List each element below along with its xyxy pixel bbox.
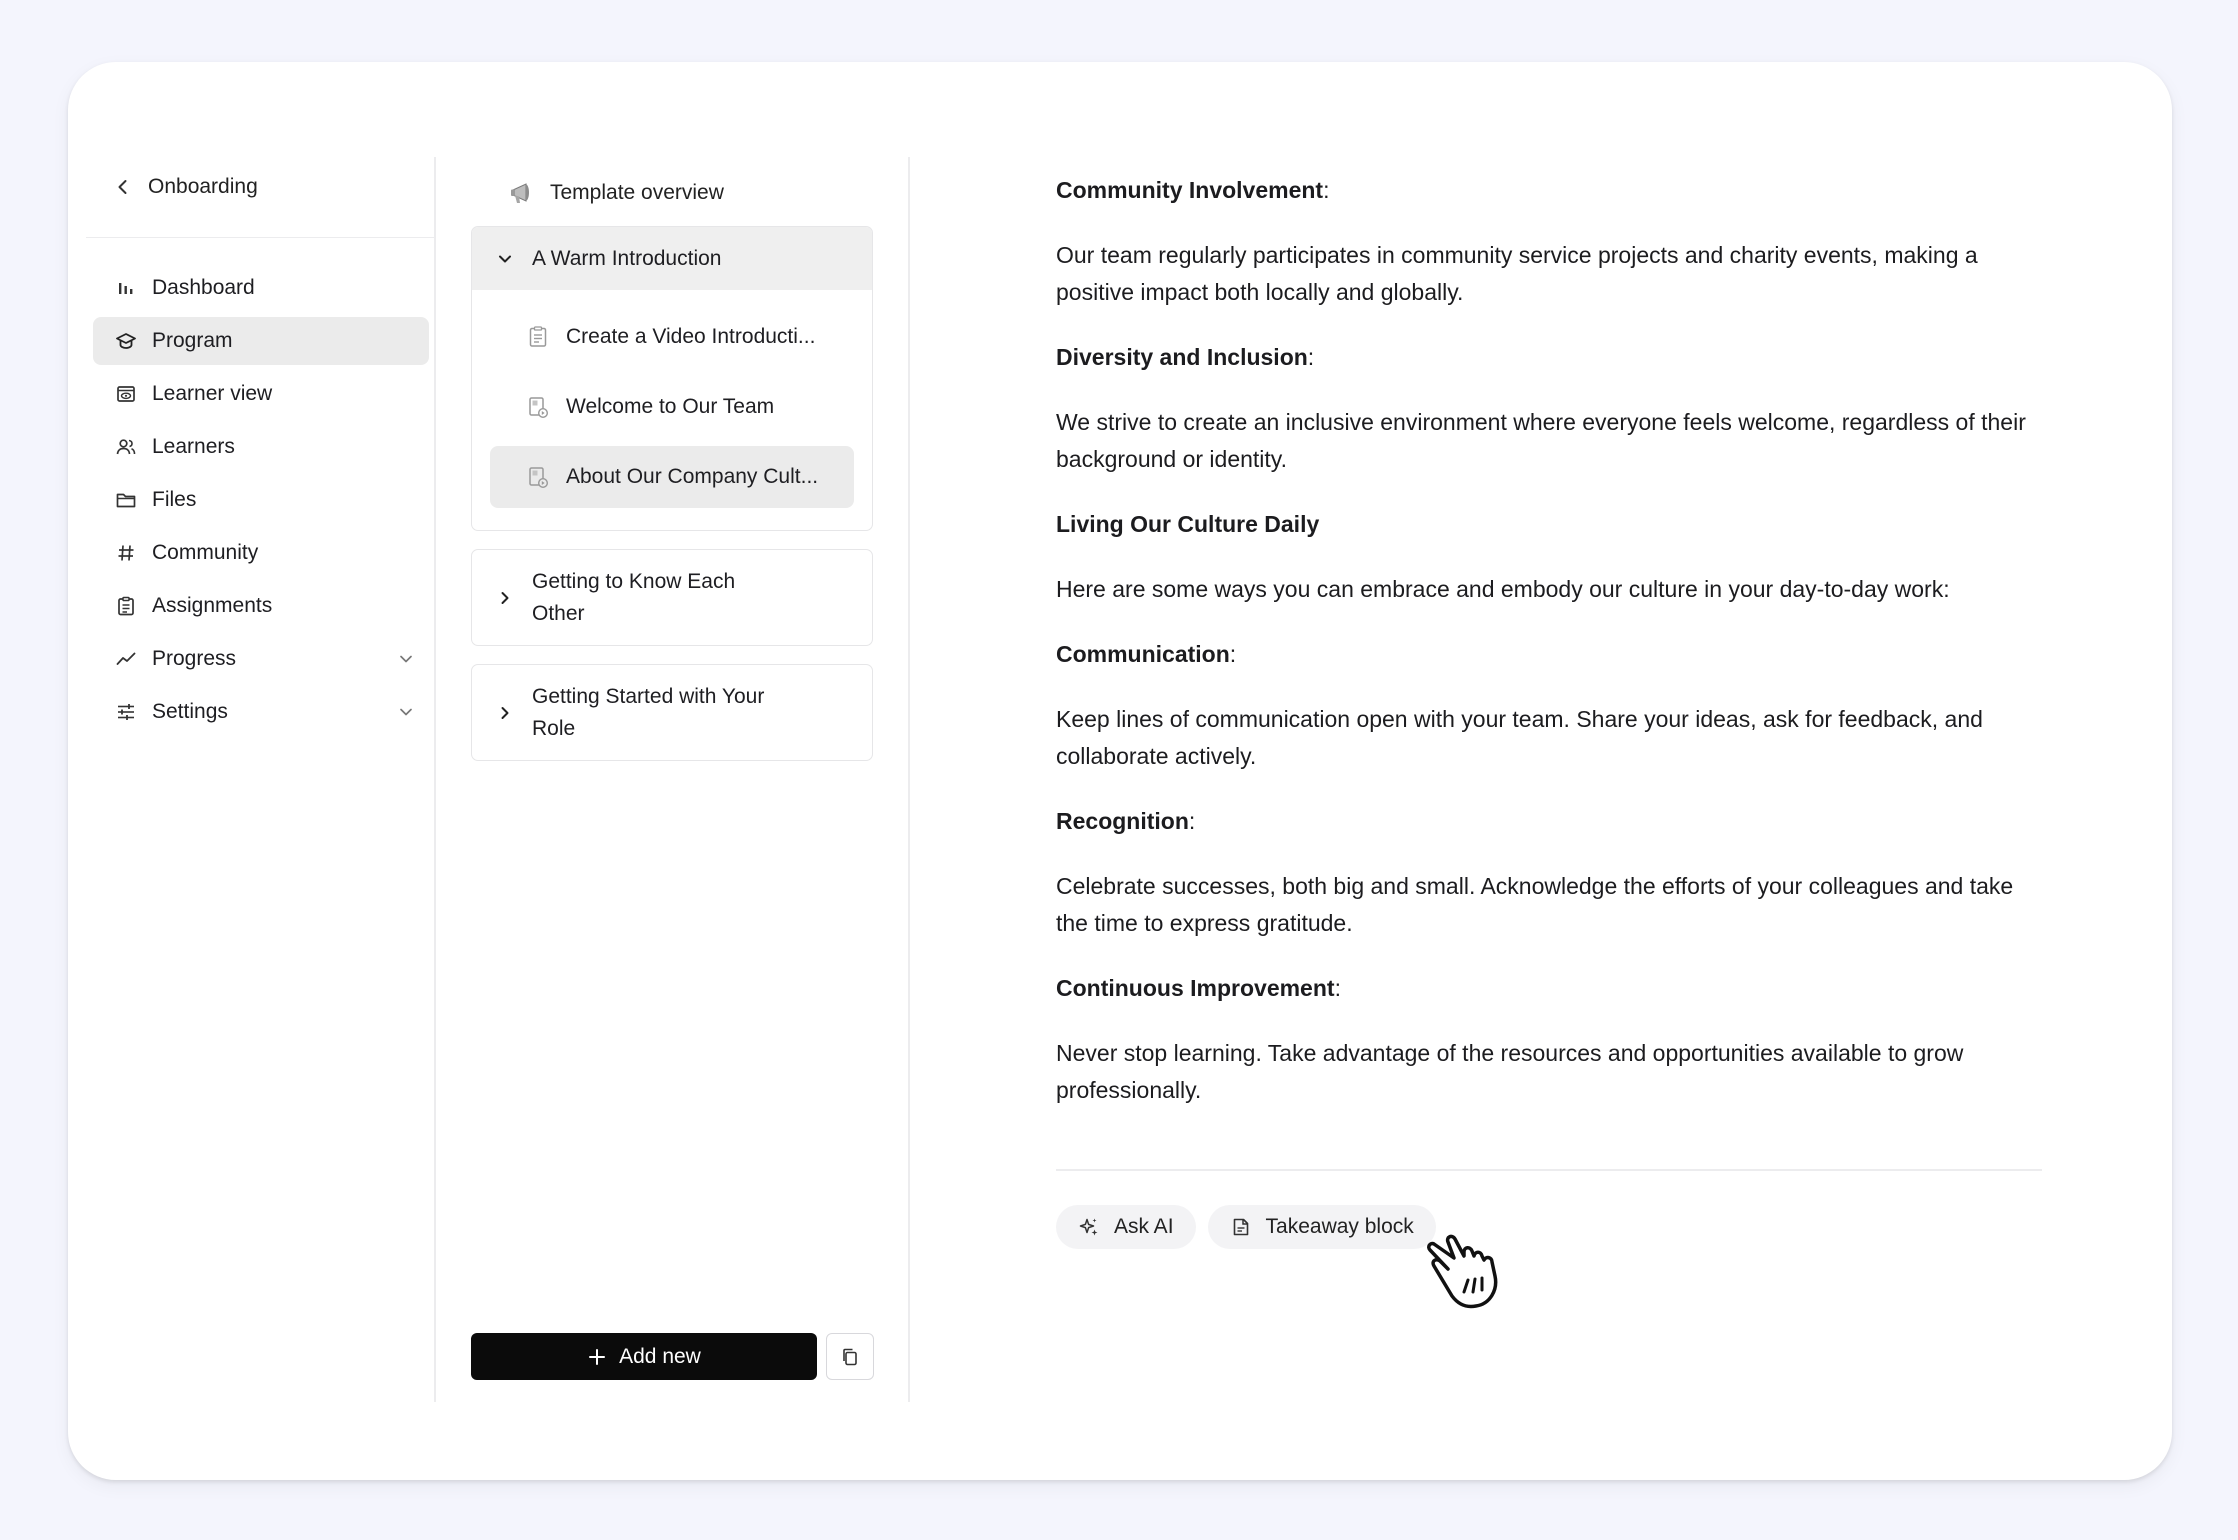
clipboard-list-icon xyxy=(526,325,550,349)
hash-icon xyxy=(115,542,137,564)
ask-ai-button[interactable] xyxy=(1056,1205,1196,1249)
trend-line-icon xyxy=(115,648,137,670)
heading-suffix: : xyxy=(1229,641,1237,667)
section-title-line: Getting to Know Each xyxy=(532,569,736,593)
graduation-cap-icon xyxy=(115,330,137,352)
plus-icon xyxy=(587,1347,607,1367)
duplicate-button[interactable] xyxy=(826,1333,874,1380)
program-outline xyxy=(471,157,941,779)
sidebar-item-progress[interactable] xyxy=(93,635,429,683)
section-header[interactable] xyxy=(472,550,872,645)
add-new-label: Add new xyxy=(619,1344,701,1368)
sidebar-item-learners[interactable] xyxy=(93,423,429,471)
heading-suffix: : xyxy=(1323,177,1330,203)
eye-window-icon xyxy=(115,383,137,405)
sidebar-item-learner-view[interactable] xyxy=(93,370,429,418)
sidebar-item-label: Learners xyxy=(152,435,235,458)
sliders-icon xyxy=(115,701,137,723)
note-icon xyxy=(1230,1216,1252,1238)
back-to-onboarding-link[interactable] xyxy=(86,157,436,217)
lesson-title: About Our Company Cult... xyxy=(566,465,819,488)
section-title-line: Getting Started with Your xyxy=(532,684,765,708)
chevron-down-icon xyxy=(496,250,514,268)
template-overview-label: Template overview xyxy=(550,181,724,204)
chevron-left-icon xyxy=(114,178,132,196)
folder-icon xyxy=(115,489,137,511)
section-title: A Warm Introduction xyxy=(532,246,722,270)
chevron-right-icon xyxy=(496,704,514,722)
takeaway-block-label: Takeaway block xyxy=(1265,1215,1414,1238)
lesson-item[interactable] xyxy=(490,376,854,438)
lesson-item[interactable] xyxy=(490,306,854,368)
content-heading xyxy=(1056,172,2046,209)
sidebar-item-label: Progress xyxy=(152,647,237,670)
content-paragraph: Here are some ways you can embrace and embody our culture in your day-to-day work: xyxy=(1056,576,1950,602)
sidebar-item-label: Community xyxy=(152,541,259,564)
sidebar-divider-vertical xyxy=(434,157,436,1402)
chevron-right-icon xyxy=(496,589,514,607)
back-link-label: Onboarding xyxy=(148,175,258,198)
outline-actions xyxy=(471,1333,874,1380)
app-card xyxy=(68,62,2172,1480)
section-title-line: Role xyxy=(532,716,576,740)
content-heading xyxy=(1056,339,2046,376)
section-title xyxy=(532,566,735,630)
heading-suffix: : xyxy=(1334,975,1341,1001)
lesson-title: Welcome to Our Team xyxy=(566,395,775,418)
sidebar xyxy=(86,157,436,741)
heading-text: Community Involvement xyxy=(1056,177,1324,203)
content-heading xyxy=(1056,636,2046,673)
content-actions xyxy=(1056,1205,1436,1249)
section-warm-introduction xyxy=(471,226,873,531)
content-heading xyxy=(1056,506,2046,543)
content-paragraph: Celebrate successes, both big and small. Acknowledge the efforts of your colleagues and take the time to express gratitude. xyxy=(1056,873,2014,936)
section-header[interactable] xyxy=(472,227,872,290)
lesson-item-active[interactable] xyxy=(490,446,854,508)
sidebar-divider xyxy=(86,237,434,238)
sidebar-item-label: Learner view xyxy=(152,382,273,405)
heading-suffix: : xyxy=(1307,344,1315,370)
lesson-title: Create a Video Introducti... xyxy=(566,325,816,348)
sidebar-item-label: Settings xyxy=(152,700,228,723)
sidebar-nav xyxy=(86,264,436,736)
lesson-content xyxy=(1056,172,2046,1137)
heading-text: Communication xyxy=(1056,641,1230,667)
sidebar-item-label: Files xyxy=(152,488,197,511)
sidebar-item-settings[interactable] xyxy=(93,688,429,736)
content-divider xyxy=(1056,1169,2042,1171)
chevron-down-icon[interactable] xyxy=(397,650,415,668)
heading-text: Continuous Improvement xyxy=(1056,975,1335,1001)
content-paragraph: Never stop learning. Take advantage of the resources and opportunities available to grow professionally. xyxy=(1056,1040,1964,1103)
lesson-page-icon xyxy=(526,465,550,489)
section-lessons xyxy=(472,290,872,530)
sidebar-item-label: Assignments xyxy=(152,594,273,617)
section-title xyxy=(532,681,764,745)
clipboard-icon xyxy=(115,595,137,617)
add-new-button[interactable] xyxy=(471,1333,817,1380)
content-paragraph: Our team regularly participates in community service projects and charity events, making a positive impact both locally and globally. xyxy=(1056,242,1978,305)
sidebar-item-dashboard[interactable] xyxy=(93,264,429,312)
ask-ai-label: Ask AI xyxy=(1114,1215,1174,1238)
bar-chart-icon xyxy=(115,277,137,299)
users-icon xyxy=(115,436,137,458)
content-paragraph: Keep lines of communication open with your team. Share your ideas, ask for feedback, and collaborate actively. xyxy=(1056,706,1983,769)
section-getting-to-know-each-other xyxy=(471,549,873,646)
content-heading xyxy=(1056,803,2046,840)
section-header[interactable] xyxy=(472,665,872,760)
lesson-page-icon xyxy=(526,395,550,419)
takeaway-block-button[interactable] xyxy=(1208,1205,1436,1249)
copy-icon xyxy=(840,1347,860,1367)
sidebar-item-assignments[interactable] xyxy=(93,582,429,630)
heading-text: Diversity and Inclusion xyxy=(1056,344,1308,370)
heading-text: Recognition xyxy=(1056,808,1189,834)
sparkles-icon xyxy=(1078,1216,1100,1238)
sidebar-item-program[interactable] xyxy=(93,317,429,365)
chevron-down-icon[interactable] xyxy=(397,703,415,721)
heading-text: Living Our Culture Daily xyxy=(1056,511,1320,537)
sidebar-item-community[interactable] xyxy=(93,529,429,577)
template-overview-link[interactable] xyxy=(471,160,941,226)
hand-pointer-cursor-icon xyxy=(1424,1232,1508,1312)
sidebar-item-files[interactable] xyxy=(93,476,429,524)
megaphone-icon xyxy=(508,178,538,208)
sidebar-item-label: Dashboard xyxy=(152,276,255,299)
sidebar-item-label: Program xyxy=(152,329,233,352)
content-heading xyxy=(1056,970,2046,1007)
section-title-line: Other xyxy=(532,601,585,625)
heading-suffix: : xyxy=(1188,808,1196,834)
content-paragraph: We strive to create an inclusive environment where everyone feels welcome, regardless of their background or identity. xyxy=(1056,409,2026,472)
section-getting-started-with-your-role xyxy=(471,664,873,761)
